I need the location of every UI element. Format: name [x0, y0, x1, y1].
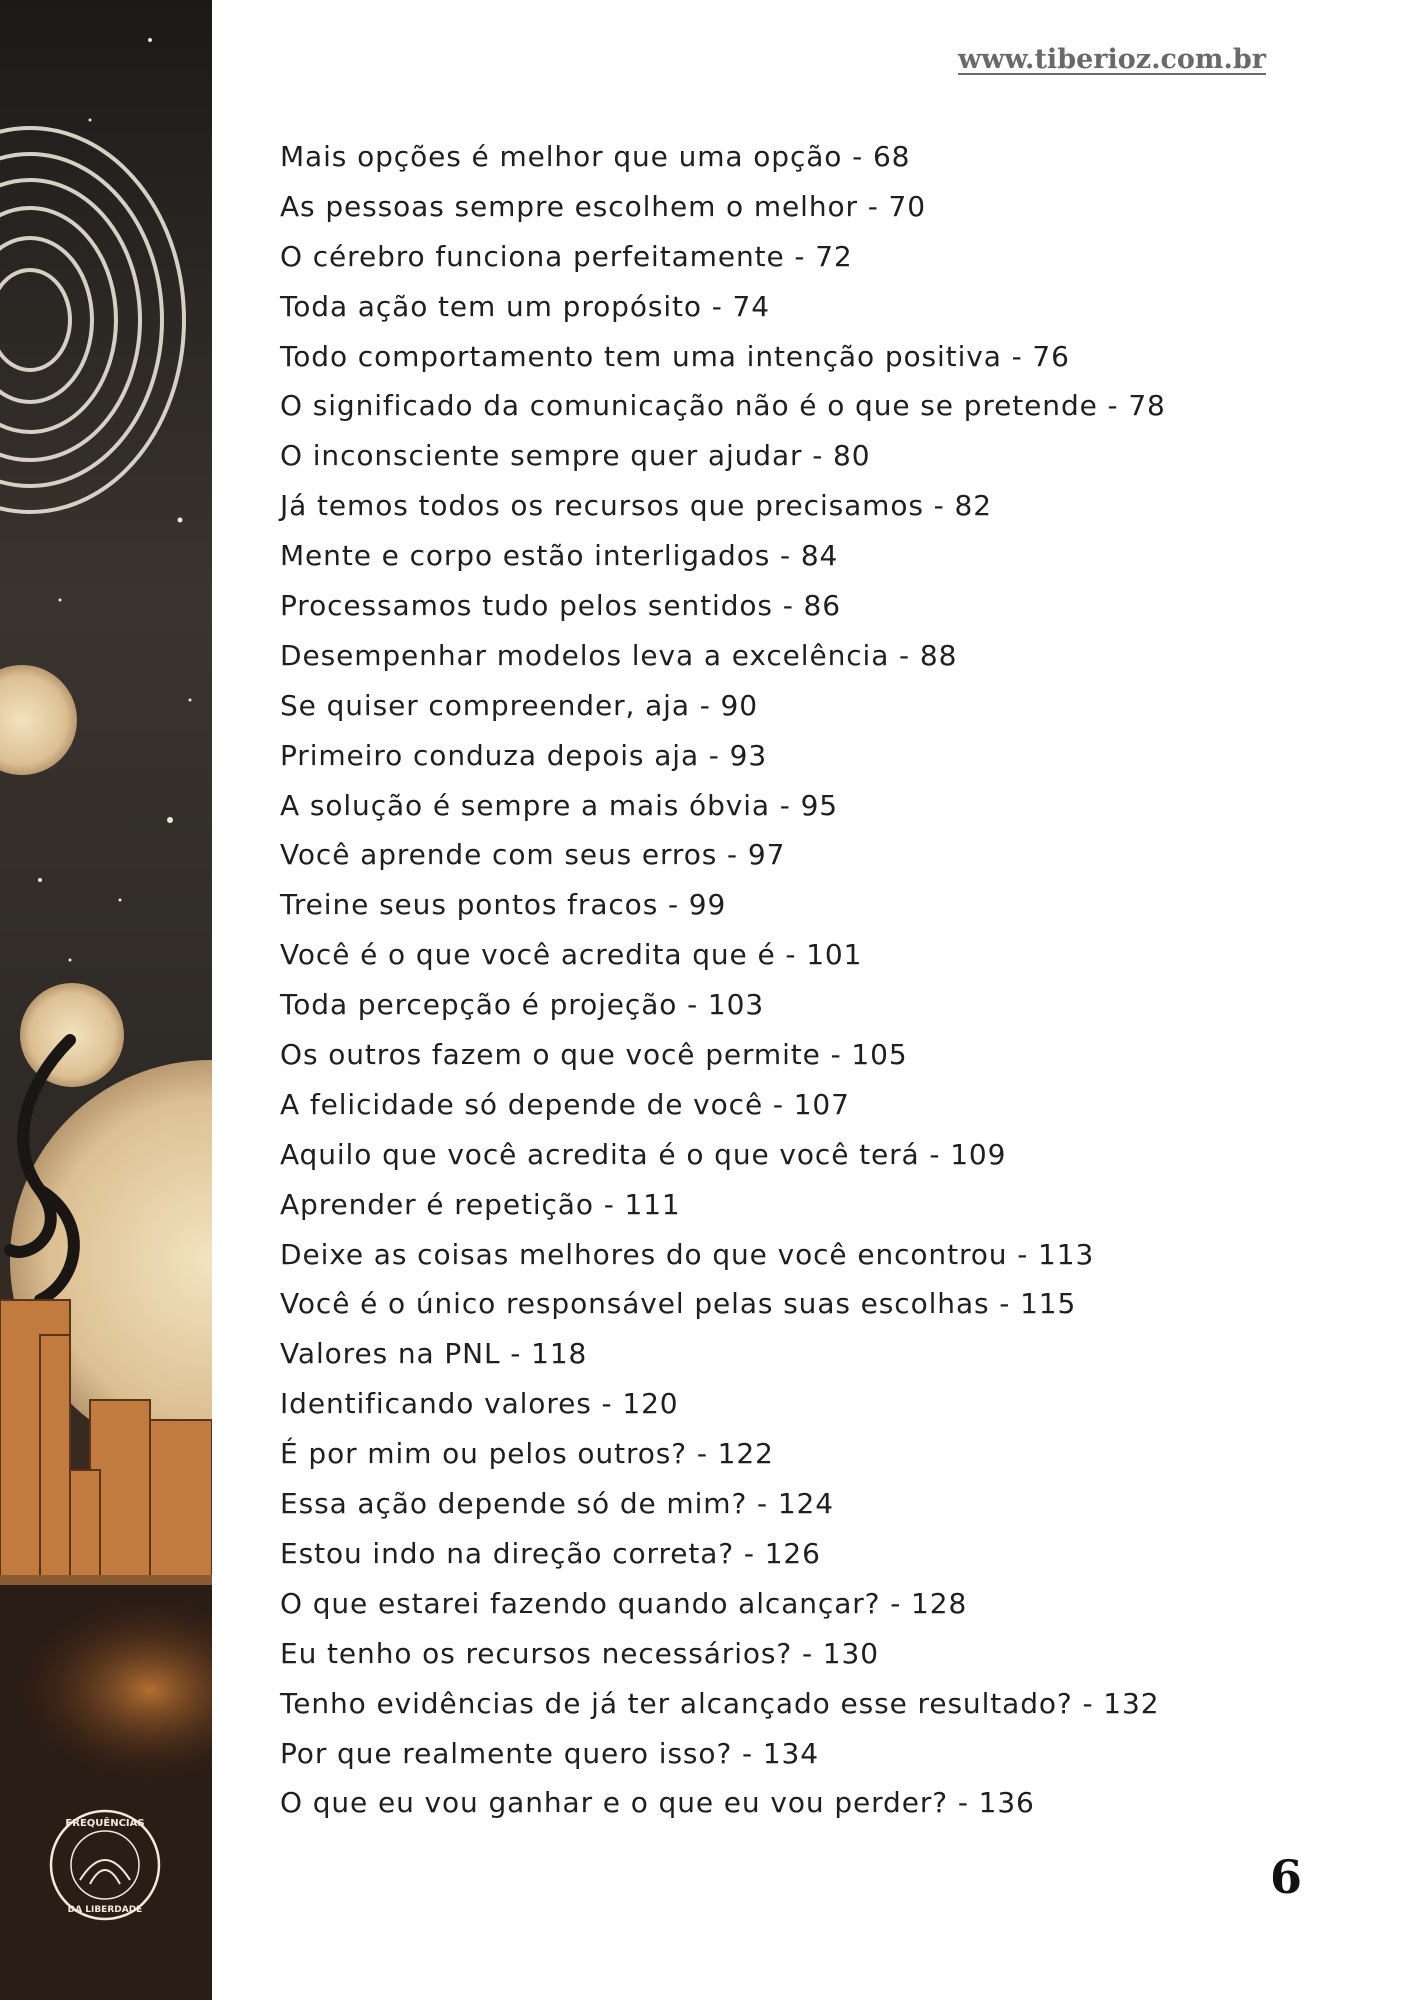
toc-entry: As pessoas sempre escolhem o melhor - 70	[280, 189, 926, 223]
toc-entry: Já temos todos os recursos que precisamos - 82	[280, 489, 992, 523]
toc-entry: Eu tenho os recursos necessários? - 130	[280, 1636, 879, 1670]
logo-bottom-text: DA LIBERDADE	[67, 1905, 143, 1915]
toc-entry: O significado da comunicação não é o que se pretende - 78	[280, 389, 1166, 423]
toc-entry: Deixe as coisas melhores do que você encontrou - 113	[280, 1237, 1095, 1271]
toc-entry: Processamos tudo pelos sentidos - 86	[280, 589, 841, 623]
toc-entry: Essa ação depende só de mim? - 124	[280, 1487, 834, 1521]
toc-entry: Primeiro conduza depois aja - 93	[280, 738, 768, 772]
toc-entry: Desempenhar modelos leva a excelência - 88	[280, 638, 958, 672]
toc-entry: Todo comportamento tem uma intenção positiva - 76	[280, 339, 1070, 373]
logo-top-text: FREQUÊNCIAS	[65, 1818, 145, 1829]
table-of-contents	[280, 132, 1300, 1828]
toc-entry: Mente e corpo estão interligados - 84	[280, 539, 839, 573]
toc-entry: Tenho evidências de já ter alcançado esse resultado? - 132	[280, 1686, 1160, 1720]
toc-entry: Estou indo na direção correta? - 126	[280, 1536, 821, 1570]
toc-entry: O que estarei fazendo quando alcançar? - 128	[280, 1586, 968, 1620]
toc-entry: Você é o que você acredita que é - 101	[280, 938, 863, 972]
toc-entry: Você é o único responsável pelas suas escolhas - 115	[280, 1287, 1077, 1321]
toc-entry: Toda ação tem um propósito - 74	[280, 289, 770, 323]
toc-entry: Os outros fazem o que você permite - 105	[280, 1038, 908, 1072]
decorative-art-strip	[0, 0, 212, 2000]
toc-entry: Toda percepção é projeção - 103	[280, 988, 765, 1022]
toc-entry: Mais opções é melhor que uma opção - 68	[280, 140, 911, 173]
toc-entry: O que eu vou ganhar e o que eu vou perder? - 136	[280, 1786, 1035, 1820]
page-number: 6	[1269, 1850, 1302, 1904]
cosmic-illustration	[0, 0, 212, 2000]
toc-entry: Se quiser compreender, aja - 90	[280, 688, 758, 722]
toc-entry: Treine seus pontos fracos - 99	[280, 888, 727, 922]
toc-entry: Aquilo que você acredita é o que você terá - 109	[280, 1137, 1007, 1171]
toc-entry: Aprender é repetição - 111	[280, 1187, 681, 1221]
toc-entry: Você aprende com seus erros - 97	[280, 838, 786, 872]
toc-entry: O cérebro funciona perfeitamente - 72	[280, 239, 853, 273]
toc-entry: A felicidade só depende de você - 107	[280, 1087, 850, 1121]
toc-entry: O inconsciente sempre quer ajudar - 80	[280, 439, 871, 473]
toc-entry: Por que realmente quero isso? - 134	[280, 1736, 819, 1770]
toc-entry: A solução é sempre a mais óbvia - 95	[280, 788, 839, 822]
toc-entry: Valores na PNL - 118	[280, 1337, 588, 1371]
toc-entry: É por mim ou pelos outros? - 122	[280, 1437, 774, 1471]
toc-entry: Identificando valores - 120	[280, 1387, 679, 1421]
site-url[interactable]: www.tiberioz.com.br	[958, 44, 1266, 75]
